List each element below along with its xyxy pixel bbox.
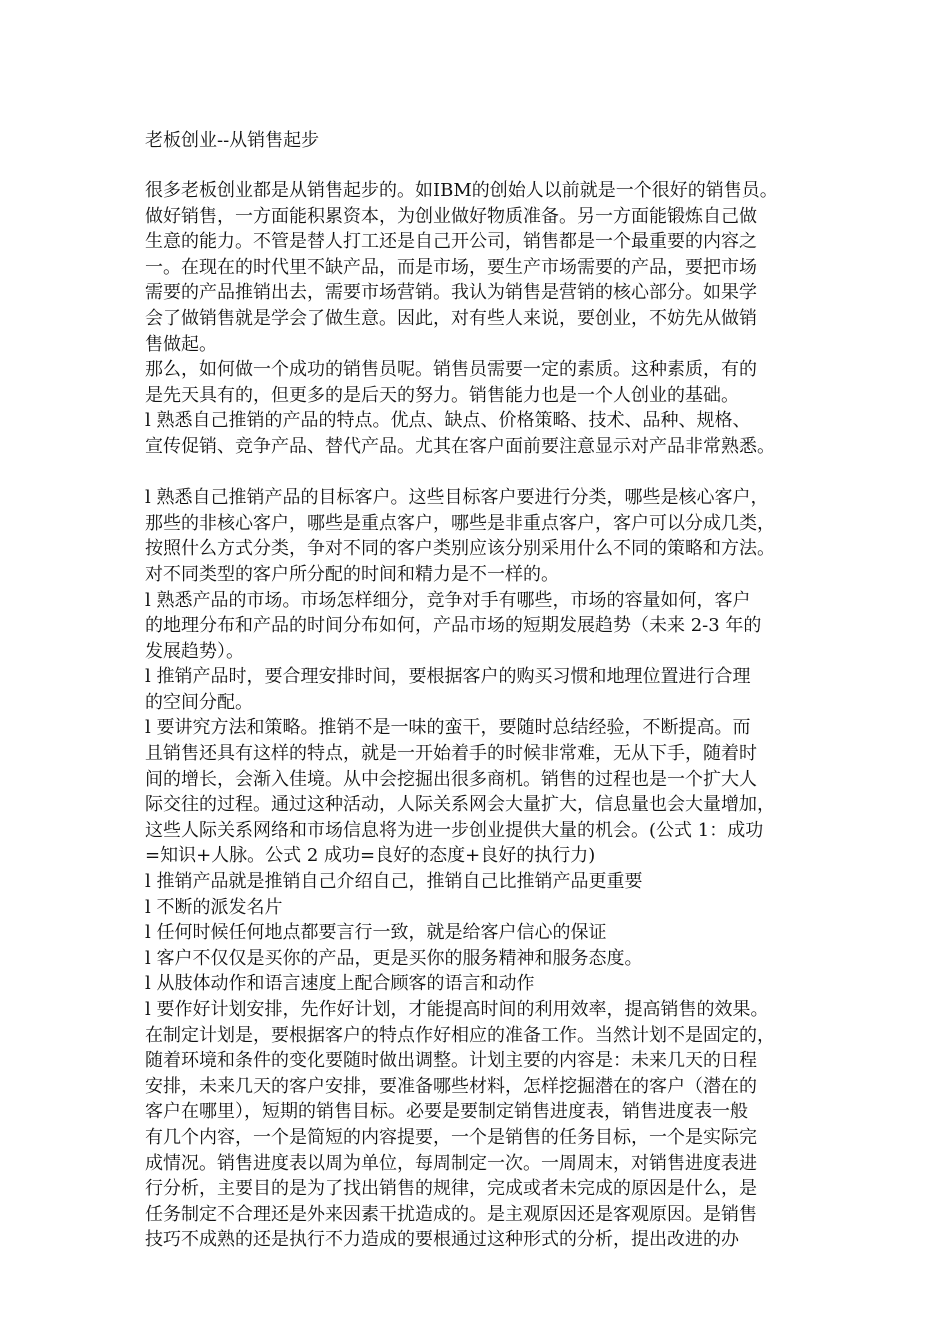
text-line: 那么，如何做一个成功的销售员呢。销售员需要一定的素质。这种素质，有的 xyxy=(145,359,757,381)
text-line: l 客户不仅仅是买你的产品，更是买你的服务精神和服务态度。 xyxy=(145,947,643,969)
blank-line xyxy=(145,460,825,486)
text-line: 安排，未来几天的客户安排，要准备哪些材料，怎样挖掘潜在的客户（潜在的 xyxy=(145,1075,757,1097)
text-line: 做好销售，一方面能积累资本，为创业做好物质准备。另一方面能锻炼自己做 xyxy=(145,205,757,227)
text-line: 际交往的过程。通过这种活动，人际关系网会大量扩大，信息量也会大量增加， xyxy=(145,794,775,816)
text-line: 成情况。销售进度表以周为单位，每周制定一次。一周周末，对销售进度表进 xyxy=(145,1152,757,1174)
text-line: 随着环境和条件的变化要随时做出调整。计划主要的内容是：未来几天的日程 xyxy=(145,1050,757,1072)
text-line: 技巧不成熟的还是执行不力造成的要根通过这种形式的分析，提出改进的办 xyxy=(145,1229,739,1251)
text-line: 是先天具有的，但更多的是后天的努力。销售能力也是一个人创业的基础。 xyxy=(145,384,739,406)
text-line: l 推销产品就是推销自己介绍自己，推销自己比推销产品更重要 xyxy=(145,871,643,893)
text-line: 生意的能力。不管是替人打工还是自己开公司，销售都是一个最重要的内容之 xyxy=(145,231,757,253)
text-line: 会了做销售就是学会了做生意。因此，对有些人来说，要创业，不妨先从做销 xyxy=(145,307,757,329)
text-line: l 要讲究方法和策略。推销不是一味的蛮干，要随时总结经验，不断提高。而 xyxy=(145,717,751,739)
text-line: 需要的产品推销出去，需要市场营销。我认为销售是营销的核心部分。如果学 xyxy=(145,282,757,304)
text-line: 的地理分布和产品的时间分布如何，产品市场的短期发展趋势（未来 2-3 年的 xyxy=(145,615,762,637)
text-line: l 推销产品时，要合理安排时间，要根据客户的购买习惯和地理位置进行合理 xyxy=(145,666,751,688)
text-line: 有几个内容，一个是简短的内容提要，一个是销售的任务目标，一个是实际完 xyxy=(145,1126,757,1148)
text-line: 客户在哪里），短期的销售目标。必要是要制定销售进度表，销售进度表一般 xyxy=(145,1101,748,1123)
text-line: l 从肢体动作和语言速度上配合顾客的语言和动作 xyxy=(145,973,535,995)
text-line: l 任何时候任何地点都要言行一致，就是给客户信心的保证 xyxy=(145,922,607,944)
text-line: =知识+人脉。公式 2 成功=良好的态度+良好的执行力) xyxy=(145,845,596,867)
text-line: 按照什么方式分类，争对不同的客户类别应该分别采用什么不同的策略和方法。 xyxy=(145,538,775,560)
text-line: 且销售还具有这样的特点，就是一开始着手的时候非常难，无从下手，随着时 xyxy=(145,743,757,765)
text-line: l 熟悉产品的市场。市场怎样细分，竞争对手有哪些，市场的容量如何，客户 xyxy=(145,589,751,611)
text-line: 对不同类型的客户所分配的时间和精力是不一样的。 xyxy=(145,563,559,585)
text-line: 一。在现在的时代里不缺产品，而是市场，要生产市场需要的产品，要把市场 xyxy=(145,256,757,278)
text-line: l 熟悉自己推销的产品的特点。优点、缺点、价格策略、技术、品种、规格、 xyxy=(145,410,751,432)
text-line: l 要作好计划安排，先作好计划，才能提高时间的利用效率，提高销售的效果。 xyxy=(145,999,769,1020)
document-title: 老板创业--从销售起步 xyxy=(145,130,320,151)
text-line: l 不断的派发名片 xyxy=(145,896,283,918)
text-line: 任务制定不合理还是外来因素干扰造成的。是主观原因还是客观原因。是销售 xyxy=(145,1203,757,1225)
text-line: 售做起。 xyxy=(145,333,217,355)
text-line: 很多老板创业都是从销售起步的。如IBM的创始人以前就是一个很好的销售员。 xyxy=(145,180,778,201)
text-line: 宣传促销、竞争产品、替代产品。尤其在客户面前要注意显示对产品非常熟悉。 xyxy=(145,435,775,457)
text-line: 那些的非核心客户，哪些是重点客户，哪些是非重点客户，客户可以分成几类， xyxy=(145,512,775,534)
document-body xyxy=(145,178,825,1253)
text-line: 间的增长，会渐入佳境。从中会挖掘出很多商机。销售的过程也是一个扩大人 xyxy=(145,768,757,790)
text-line: 在制定计划是，要根据客户的特点作好相应的准备工作。当然计划不是固定的， xyxy=(145,1024,775,1046)
text-line: 发展趋势）。 xyxy=(145,640,244,662)
text-line: 的空间分配。 xyxy=(145,691,253,713)
text-line: 这些人际关系网络和市场信息将为进一步创业提供大量的机会。(公式 1：成功 xyxy=(145,819,764,841)
text-line: 行分析，主要目的是为了找出销售的规律，完成或者未完成的原因是什么，是 xyxy=(145,1178,757,1200)
document-page xyxy=(145,128,825,1253)
text-line: l 熟悉自己推销产品的目标客户。这些目标客户要进行分类，哪些是核心客户， xyxy=(145,487,769,509)
